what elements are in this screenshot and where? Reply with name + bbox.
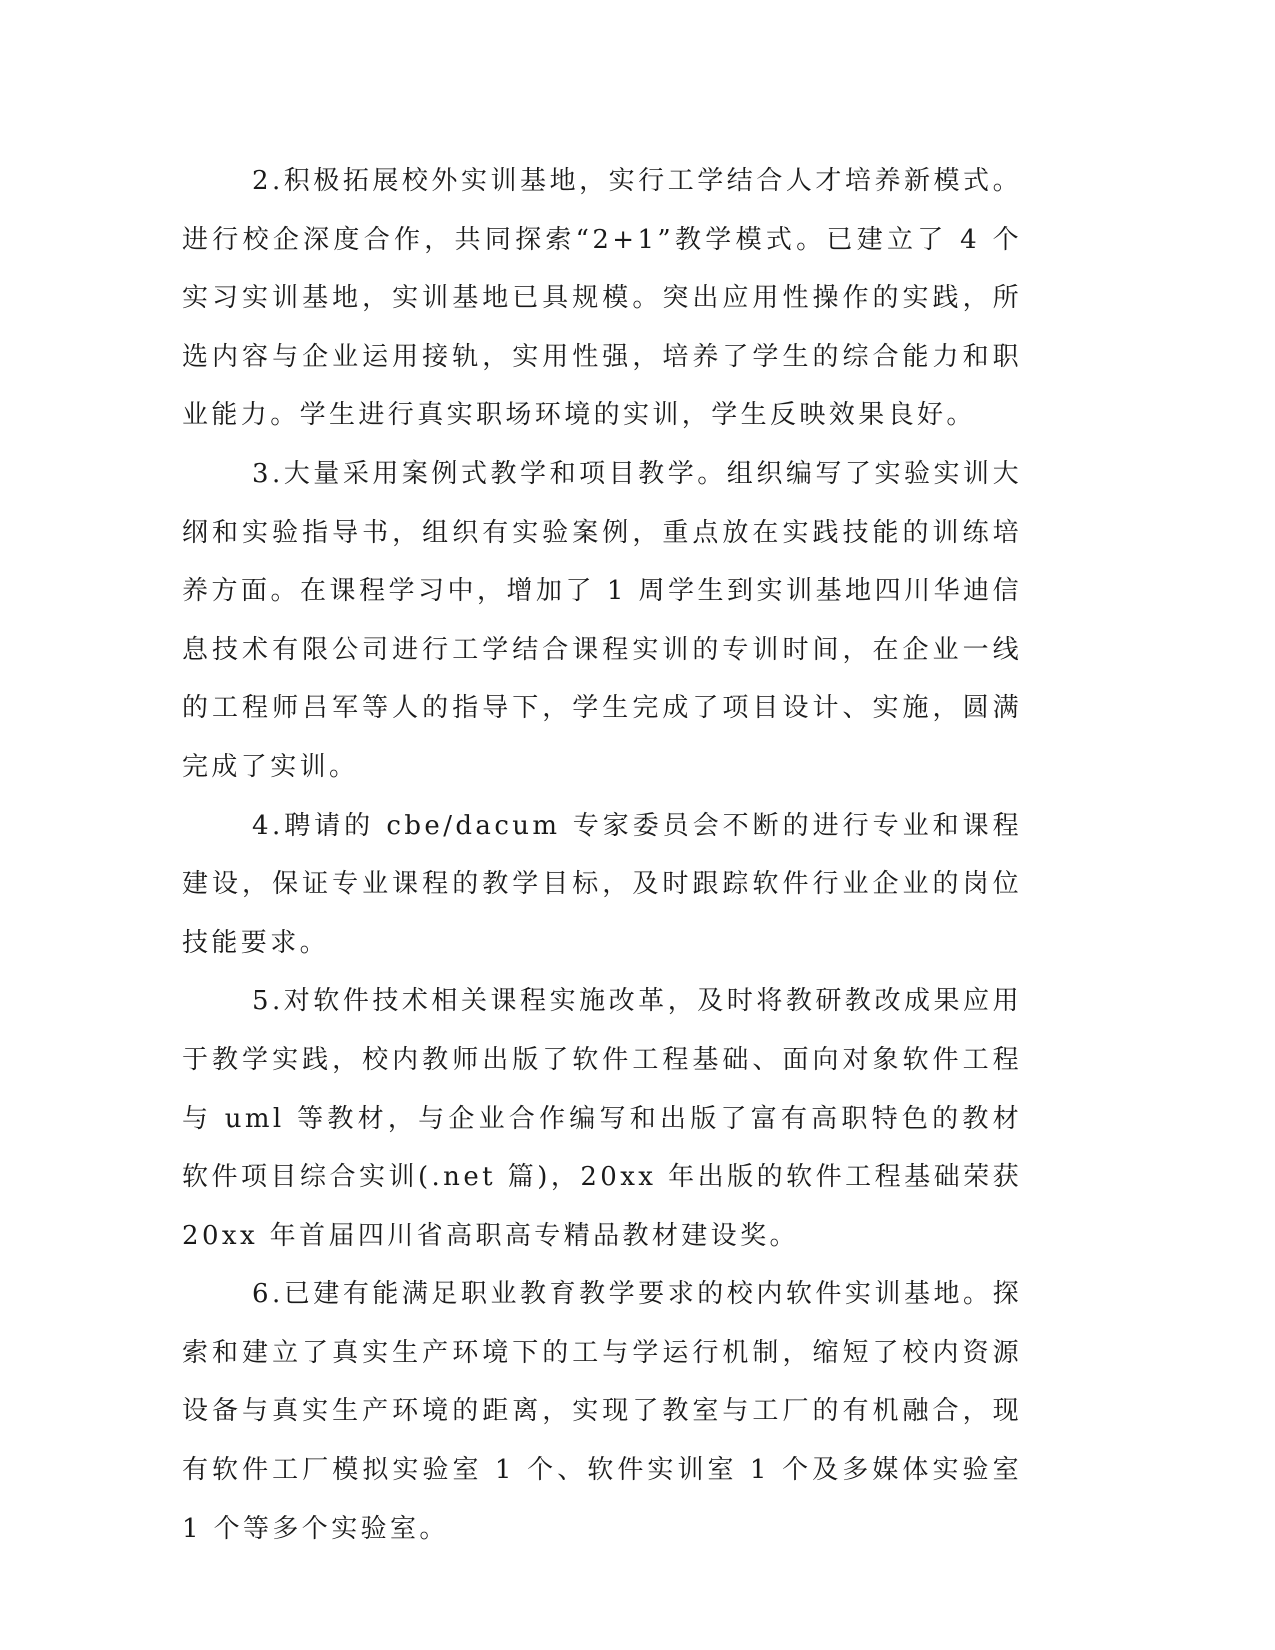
paragraph-3: 3.大量采用案例式教学和项目教学。组织编写了实验实训大纲和实验指导书，组织有实验案例，重点放在实践技能的训练培养方面。在课程学习中，增加了 1 周学生到实训基地四川华迪信息技术有限公司进行工学结合课程实训的专训时间，在企业一线的工程师吕军等人的指导下，学生完成了项目设计、实施，圆满完成了实训。 [182,458,1022,782]
document-body [182,152,1022,1558]
paragraph-4: 4.聘请的 cbe/dacum 专家委员会不断的进行专业和课程建设，保证专业课程的教学目标，及时跟踪软件行业企业的岗位技能要求。 [182,810,1022,958]
paragraph-6: 6.已建有能满足职业教育教学要求的校内软件实训基地。探索和建立了真实生产环境下的工与学运行机制，缩短了校内资源设备与真实生产环境的距离，实现了教室与工厂的有机融合，现有软件工厂模拟实验室 1 个、软件实训室 1 个及多媒体实验室 1 个等多个实验室。 [182,1279,1022,1544]
paragraph-2: 2.积极拓展校外实训基地，实行工学结合人才培养新模式。进行校企深度合作，共同探索“2+1”教学模式。已建立了 4 个实习实训基地，实训基地已具规模。突出应用性操作的实践，所选内容与企业运用接轨，实用性强，培养了学生的综合能力和职业能力。学生进行真实职场环境的实训，学生反映效果良好。 [182,166,1022,431]
paragraph-5: 5.对软件技术相关课程实施改革，及时将教研教改成果应用于教学实践，校内教师出版了软件工程基础、面向对象软件工程与 uml 等教材，与企业合作编写和出版了富有高职特色的教材软件项目综合实训(.net 篇)，20xx 年出版的软件工程基础荣获 20xx 年首届四川省高职高专精品教材建设奖。 [182,986,1022,1251]
